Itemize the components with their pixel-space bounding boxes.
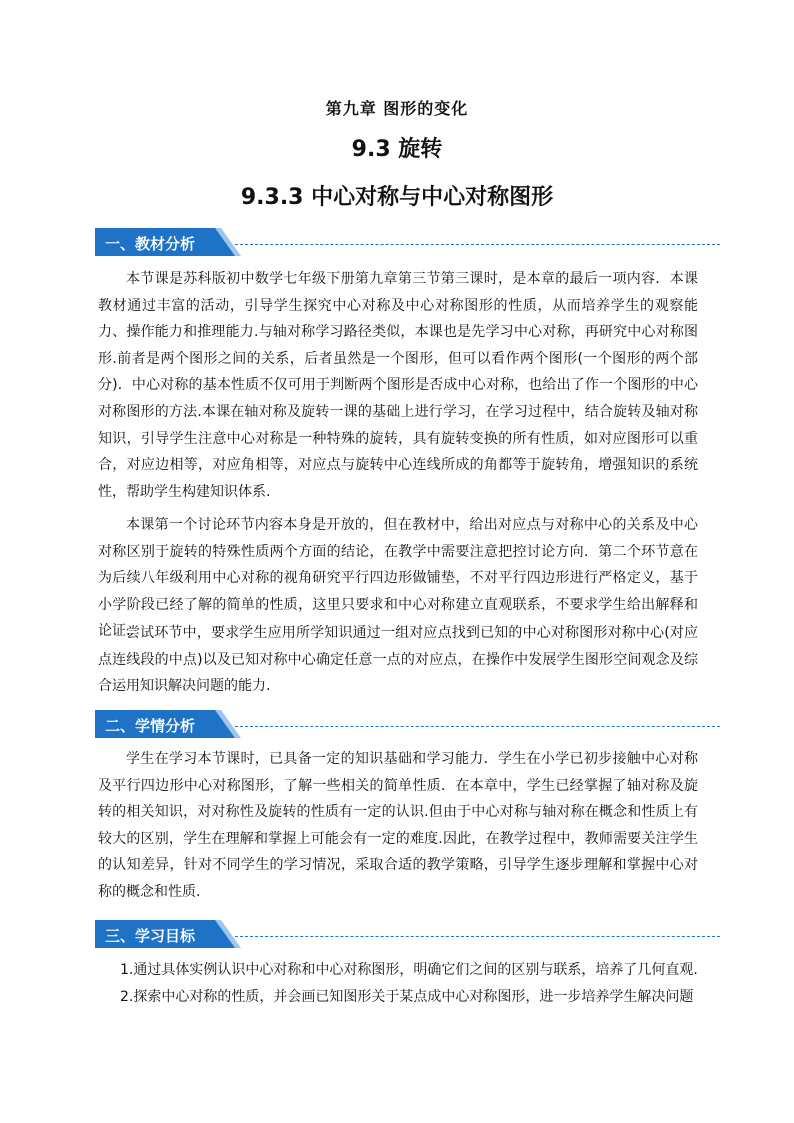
section-heading-label: 一、教材分析 <box>105 235 196 253</box>
paragraph: 学生在学习本节课时，已具备一定的知识基础和学习能力．学生在小学已初步接触中心对称及平行四边形中心对称图形，了解一些相关的简单性质．在本章中，学生已经掌握了轴对称及旋转的相关知识，对对称性及旋转的性质有一定的认识.但由于中心对称与轴对称在概念和性质上有较大的区别，学生在理解和掌握上可能会有一定的难度.因此，在教学过程中，教师需要关注学生的认知差异，针对不同学生的学习情况，采取合适的教学策略，引导学生逐步理解和掌握中心对称的概念和性质. <box>98 751 698 900</box>
objective-item: 1.通过具体实例认识中心对称和中心对称图形，明确它们之间的区别与联系，培养了几何直观. <box>120 962 698 978</box>
section-heading-textbook-analysis <box>95 228 720 256</box>
section-heading-label: 三、学习目标 <box>105 927 196 945</box>
dashed-divider <box>235 244 720 245</box>
section-title: 9.3 旋转 <box>351 137 443 162</box>
section-heading-student-analysis <box>95 710 720 738</box>
chapter-title: 第九章 图形的变化 <box>325 99 469 118</box>
objective-item: 2.探索中心对称的性质，并会画已知图形关于某点成中心对称图形，进一步培养学生解决问题 <box>120 989 694 1005</box>
dashed-divider <box>235 936 720 937</box>
dashed-divider <box>235 726 720 727</box>
paragraph: 尝试环节中，要求学生应用所学知识通过一组对应点找到已知的中心对称图形对称中心(对应点连线段的中点)以及已知对称中心确定任意一点的对应点，在操作中发展学生图形空间观念及综合运用知识解决问题的能力. <box>98 625 698 695</box>
section-heading-learning-objectives <box>95 920 720 948</box>
subsection-title: 9.3.3 中心对称与中心对称图形 <box>240 185 554 210</box>
section-heading-label: 二、学情分析 <box>105 717 196 735</box>
paragraph: 本课第一个讨论环节内容本身是开放的，但在教材中，给出对应点与对称中心的关系及中心对称区别于旋转的特殊性质两个方面的结论，在教学中需要注意把控讨论方向．第二个环节意在为后续八年级利用中心对称的视角研究平行四边形做铺垫，不对平行四边形进行严格定义，基于小学阶段已经了解的简单的性质，这里只要求和中心对称建立直观联系，不要求学生给出解释和论证. <box>98 517 698 640</box>
paragraph: 本节课是苏科版初中数学七年级下册第九章第三节第三课时，是本章的最后一项内容．本课教材通过丰富的活动，引导学生探究中心对称及中心对称图形的性质，从而培养学生的观察能力、操作能力和推理能力.与轴对称学习路径类似，本课也是先学习中心对称，再研究中心对称图形.前者是两个图形之间的关系，后者虽然是一个图形，但可以看作两个图形(一个图形的两个部分)．中心对称的基本性质不仅可用于判断两个图形是否成中心对称，也给出了作一个图形的中心对称图形的方法.本课在轴对称及旋转一课的基础上进行学习，在学习过程中，结合旋转及轴对称知识，引导学生注意中心对称是一种特殊的旋转，具有旋转变换的所有性质，如对应图形可以重合，对应边相等，对应角相等，对应点与旋转中心连线所成的角都等于旋转角，增强知识的系统性，帮助学生构建知识体系. <box>98 271 698 500</box>
